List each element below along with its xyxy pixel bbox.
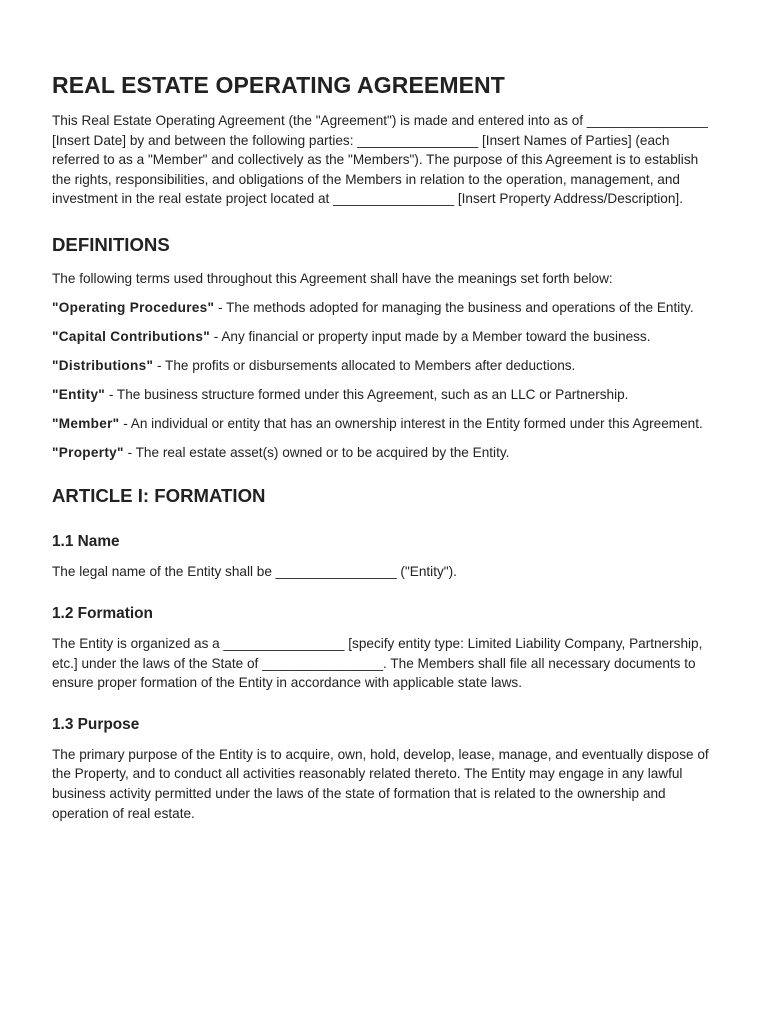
article-1-heading: ARTICLE I: FORMATION (52, 485, 266, 507)
definition-text: - The profits or disbursements allocated to Members after deductions. (153, 357, 576, 373)
section-1-1-heading: 1.1 Name (52, 533, 120, 551)
definition-item (52, 298, 717, 318)
definition-text: - An individual or entity that has an ownership interest in the Entity formed under this Agreement. (119, 415, 703, 431)
section-1-2-heading: 1.2 Formation (52, 605, 153, 623)
document-title: REAL ESTATE OPERATING AGREEMENT (52, 72, 505, 98)
section-1-3-text: The primary purpose of the Entity is to acquire, own, hold, develop, lease, manage, and eventually dispose of the Property, and to conduct all activities reasonably related thereto. The Entity may engage in any lawful business activity permitted under the laws of the state of formation that is related to the ownership and operation of real estate. (52, 746, 709, 821)
definition-term: "Member" (52, 415, 120, 431)
definitions-heading: DEFINITIONS (52, 233, 170, 255)
definition-text: - The business structure formed under this Agreement, such as an LLC or Partnership. (105, 386, 629, 402)
section-1-3-heading: 1.3 Purpose (52, 715, 140, 733)
definition-item (52, 356, 717, 376)
definition-item (52, 414, 717, 434)
definition-item (52, 443, 717, 463)
definition-item (52, 385, 717, 405)
definition-term: "Capital Contributions" (52, 328, 210, 344)
document-page (52, 70, 717, 823)
definition-text: - The methods adopted for managing the business and operations of the Entity. (214, 299, 694, 315)
intro-paragraph: This Real Estate Operating Agreement (the "Agreement") is made and entered into as of ________________ [Insert Date] by and between the following parties: ________________ [Insert Names of Parties] (each referred to as a "Member" and collectively as the "Members"). The purpose of this Agreement is to establish the rights, responsibilities, and obligations of the Members in relation to the operation, management, and investment in the real estate project located at ________________ [Insert Property Address/Description]. (52, 113, 708, 207)
definition-text: - Any financial or property input made by a Member toward the business. (209, 328, 651, 344)
definition-item (52, 327, 717, 347)
section-1-2-text: The Entity is organized as a ________________ [specify entity type: Limited Liability Company, Partnership, etc.] under the laws of the State of ________________. The Members shall file all necessary documents to ensure proper formation of the Entity in accordance with applicable state laws. (52, 636, 703, 691)
definition-text: - The real estate asset(s) owned or to be acquired by the Entity. (123, 444, 510, 460)
definition-term: "Entity" (52, 386, 106, 402)
definition-term: "Property" (52, 444, 124, 460)
section-1-1-text: The legal name of the Entity shall be ________________ ("Entity"). (52, 564, 457, 580)
definition-term: "Distributions" (52, 357, 154, 373)
definitions-lead: The following terms used throughout this Agreement shall have the meanings set forth below: (52, 270, 613, 286)
definition-term: "Operating Procedures" (52, 299, 215, 315)
